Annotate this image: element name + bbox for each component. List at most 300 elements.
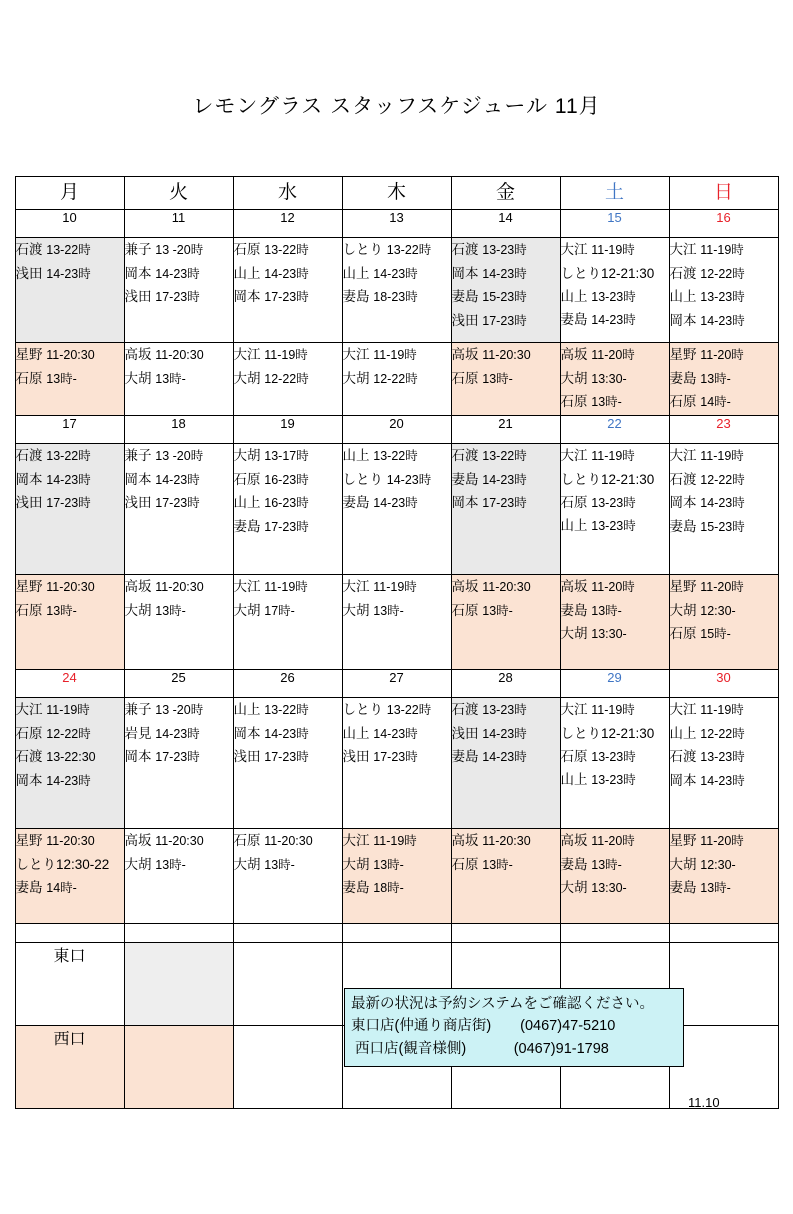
weekday-header-tue: 火 bbox=[124, 177, 233, 210]
shift-cell bbox=[451, 343, 560, 416]
shift-line bbox=[561, 622, 669, 646]
shift-line bbox=[670, 262, 778, 286]
date-cell: 15 bbox=[560, 210, 669, 238]
shift-time: 13時- bbox=[482, 857, 513, 872]
staff-name: 星野 bbox=[669, 347, 701, 362]
shift-time: 13時- bbox=[373, 603, 404, 618]
shift-line bbox=[125, 367, 233, 391]
shift-time: 14時- bbox=[700, 395, 731, 409]
shift-time: 11-20時 bbox=[591, 348, 635, 362]
shift-cell bbox=[342, 829, 451, 924]
staff-name: 大江 bbox=[342, 579, 374, 594]
date-row-week3 bbox=[15, 670, 778, 698]
shift-time: 11-20:30 bbox=[482, 834, 531, 848]
shift-line bbox=[452, 238, 560, 262]
shift-time: 17-23時 bbox=[155, 290, 200, 304]
shift-line bbox=[343, 722, 451, 746]
staff-name: 星野 bbox=[669, 579, 701, 594]
shift-cell bbox=[669, 343, 778, 416]
staff-name: 大江 bbox=[15, 702, 47, 717]
shift-time: 17-23時 bbox=[482, 496, 527, 510]
shift-line bbox=[452, 575, 560, 599]
shift-line bbox=[16, 769, 124, 793]
shift-line bbox=[234, 745, 342, 769]
shift-line bbox=[452, 698, 560, 722]
shift-time: 14-23時 bbox=[482, 266, 527, 281]
shift-line bbox=[343, 698, 451, 722]
shift-line bbox=[125, 698, 233, 722]
shift-row-week1-top bbox=[15, 238, 778, 343]
shift-line bbox=[561, 308, 669, 332]
shift-time: 17-23時 bbox=[482, 313, 527, 328]
shift-line bbox=[452, 343, 560, 367]
footer-label-west: 西口 bbox=[15, 1026, 124, 1109]
date-cell: 16 bbox=[669, 210, 778, 238]
staff-name: 高坂 bbox=[451, 347, 483, 362]
staff-name: 山上 bbox=[560, 288, 592, 304]
shift-time: 13:30- bbox=[591, 881, 627, 895]
shift-time: 11-19時 bbox=[373, 834, 417, 848]
shift-line bbox=[452, 262, 560, 286]
shift-time: 13-22時 bbox=[264, 703, 309, 717]
shift-line bbox=[561, 768, 669, 792]
shift-cell bbox=[233, 444, 342, 575]
shift-time: 14-23時 bbox=[46, 472, 91, 487]
shift-line bbox=[452, 468, 560, 492]
staff-name: 石渡 bbox=[15, 242, 47, 257]
shift-time: 13-23時 bbox=[591, 495, 636, 510]
staff-name: 岡本 bbox=[124, 265, 156, 281]
shift-time: 14-23時 bbox=[482, 472, 527, 487]
shift-line bbox=[452, 491, 560, 515]
staff-name: 妻島 bbox=[342, 289, 374, 304]
staff-name: 山上 bbox=[560, 772, 592, 788]
staff-name: 高坂 bbox=[560, 347, 592, 362]
shift-cell bbox=[342, 238, 451, 343]
shift-cell bbox=[233, 238, 342, 343]
shift-time: 11-19時 bbox=[700, 243, 744, 257]
staff-name: 岡本 bbox=[451, 495, 483, 510]
staff-name: 石原 bbox=[233, 833, 265, 848]
shift-time: 14-23時 bbox=[373, 266, 418, 281]
shift-line bbox=[670, 468, 778, 492]
staff-name: 岡本 bbox=[669, 772, 701, 788]
shift-line bbox=[670, 491, 778, 515]
shift-cell bbox=[15, 829, 124, 924]
shift-line bbox=[452, 367, 560, 391]
staff-name: 高坂 bbox=[124, 579, 156, 594]
shift-time: 13:30- bbox=[591, 627, 627, 641]
shift-time: 14-23時 bbox=[373, 726, 418, 741]
shift-line bbox=[452, 444, 560, 468]
staff-name: 浅田 bbox=[451, 725, 483, 741]
shift-cell bbox=[124, 575, 233, 670]
shift-line: しとり12-21:30 bbox=[560, 265, 655, 281]
footer-cell bbox=[669, 943, 778, 1026]
staff-name: 山上 bbox=[342, 448, 374, 463]
spacer-cell bbox=[124, 924, 233, 943]
shift-cell bbox=[451, 444, 560, 575]
shift-cell bbox=[15, 698, 124, 829]
shift-time: 14-23時 bbox=[46, 773, 91, 788]
staff-name: 大胡 bbox=[233, 856, 265, 872]
shift-time: 13-22時 bbox=[46, 243, 91, 257]
shift-line bbox=[234, 468, 342, 492]
shift-line bbox=[452, 722, 560, 746]
shift-cell bbox=[560, 343, 669, 416]
shift-line bbox=[452, 599, 560, 623]
shift-line bbox=[125, 491, 233, 515]
staff-name: 石原 bbox=[669, 394, 701, 409]
shift-line bbox=[343, 285, 451, 309]
shift-time: 12-22時 bbox=[373, 371, 418, 386]
date-cell: 13 bbox=[342, 210, 451, 238]
shift-cell bbox=[451, 238, 560, 343]
shift-time: 13-17時 bbox=[264, 449, 309, 463]
staff-name: 山上 bbox=[233, 265, 265, 281]
shift-time: 14-23時 bbox=[591, 313, 636, 328]
staff-name: 岡本 bbox=[124, 471, 156, 487]
staff-name: 石渡 bbox=[669, 471, 701, 487]
staff-name: 石原 bbox=[451, 602, 483, 618]
shift-line bbox=[561, 390, 669, 414]
staff-name: 高坂 bbox=[560, 833, 592, 848]
shift-cell bbox=[124, 343, 233, 416]
staff-name: 高坂 bbox=[124, 347, 156, 362]
staff-name: 妻島 bbox=[669, 518, 701, 534]
shift-time: 14-23時 bbox=[155, 266, 200, 281]
shift-time: 13 -20時 bbox=[155, 703, 204, 717]
shift-time: 13時- bbox=[482, 603, 513, 618]
shift-line bbox=[561, 238, 669, 262]
shift-time: 11-19時 bbox=[591, 449, 635, 463]
shift-time: 13時- bbox=[46, 603, 77, 618]
shift-line bbox=[561, 491, 669, 515]
notice-line-3: 西口店(観音様側) (0467)91-1798 bbox=[351, 1040, 609, 1057]
staff-name: 大胡 bbox=[233, 370, 265, 386]
shift-time: 11-19時 bbox=[373, 580, 417, 594]
shift-line bbox=[452, 829, 560, 853]
staff-name: 山上 bbox=[669, 289, 701, 304]
date-cell: 30 bbox=[669, 670, 778, 698]
shift-time: 14-23時 bbox=[482, 726, 527, 741]
shift-time: 13時- bbox=[46, 371, 77, 386]
shift-time: 13時- bbox=[155, 603, 186, 618]
notice-line-1: 最新の状況は予約システムをご確認ください。 bbox=[351, 996, 655, 1012]
staff-name: 妻島 bbox=[451, 289, 483, 304]
shift-time: 16-23時 bbox=[264, 496, 309, 510]
shift-line bbox=[343, 343, 451, 367]
shift-time: 14-23時 bbox=[700, 313, 745, 328]
staff-name: 妻島 bbox=[451, 749, 483, 764]
shift-line bbox=[561, 575, 669, 599]
staff-name: 浅田 bbox=[15, 265, 47, 281]
staff-name: 大江 bbox=[342, 347, 374, 362]
weekday-header-sat: 土 bbox=[560, 177, 669, 210]
shift-line bbox=[234, 829, 342, 853]
shift-line bbox=[16, 698, 124, 722]
shift-time: 15-23時 bbox=[482, 290, 527, 304]
shift-line bbox=[234, 515, 342, 539]
staff-name: 大江 bbox=[233, 347, 265, 362]
shift-line bbox=[561, 367, 669, 391]
staff-name: 大江 bbox=[560, 702, 592, 717]
shift-time: 11-20:30 bbox=[155, 580, 204, 594]
shift-row-week2-top bbox=[15, 444, 778, 575]
shift-line bbox=[670, 238, 778, 262]
shift-line bbox=[343, 491, 451, 515]
shift-line bbox=[125, 285, 233, 309]
shift-line bbox=[125, 829, 233, 853]
shift-time: 12-22時 bbox=[46, 726, 91, 741]
shift-line bbox=[561, 853, 669, 877]
shift-time: 13時- bbox=[155, 371, 186, 386]
shift-cell bbox=[124, 829, 233, 924]
staff-name: 高坂 bbox=[124, 833, 156, 848]
shift-cell bbox=[342, 575, 451, 670]
date-cell: 12 bbox=[233, 210, 342, 238]
shift-time: 13時- bbox=[700, 881, 731, 895]
staff-name: 岡本 bbox=[233, 725, 265, 741]
shift-time: 18-23時 bbox=[373, 290, 418, 304]
date-cell: 28 bbox=[451, 670, 560, 698]
shift-line bbox=[343, 262, 451, 286]
spacer-cell bbox=[669, 924, 778, 943]
staff-name: 浅田 bbox=[342, 749, 374, 764]
shift-line bbox=[452, 853, 560, 877]
page-title: レモングラス スタッフスケジュール 11月 bbox=[192, 95, 601, 118]
footer-cell bbox=[233, 943, 342, 1026]
staff-name: 山上 bbox=[342, 725, 374, 741]
shift-line bbox=[561, 876, 669, 900]
shift-cell bbox=[233, 698, 342, 829]
shift-line bbox=[16, 262, 124, 286]
staff-name: 大江 bbox=[669, 702, 701, 717]
staff-name: 妻島 bbox=[560, 312, 592, 328]
shift-time: 11-20:30 bbox=[264, 834, 313, 848]
spacer-cell bbox=[233, 924, 342, 943]
shift-line bbox=[670, 622, 778, 646]
staff-name: 星野 bbox=[15, 347, 47, 362]
shift-line bbox=[125, 468, 233, 492]
staff-name: 妻島 bbox=[15, 879, 47, 895]
notice-line-2: 東口店(仲通り商店街) (0467)47-5210 bbox=[351, 1018, 616, 1035]
weekday-header-wed: 水 bbox=[233, 177, 342, 210]
shift-line bbox=[16, 491, 124, 515]
shift-time: 17-23時 bbox=[46, 496, 91, 510]
shift-line bbox=[16, 367, 124, 391]
shift-line bbox=[670, 515, 778, 539]
shift-time: 13-23時 bbox=[591, 519, 636, 534]
shift-time: 12-22時 bbox=[700, 726, 745, 741]
staff-name: 大江 bbox=[560, 448, 592, 463]
shift-time: 11-20:30 bbox=[482, 348, 531, 362]
staff-name: しとり bbox=[342, 471, 387, 487]
shift-cell bbox=[342, 698, 451, 829]
revision-stamp: 11.10 bbox=[688, 1095, 720, 1110]
shift-cell bbox=[15, 575, 124, 670]
staff-name: 大胡 bbox=[560, 880, 592, 895]
shift-time: 11-20:30 bbox=[46, 580, 95, 594]
shift-line bbox=[16, 444, 124, 468]
date-cell: 11 bbox=[124, 210, 233, 238]
staff-name: 星野 bbox=[15, 579, 47, 594]
staff-name: 兼子 bbox=[124, 702, 156, 717]
shift-time: 11-20時 bbox=[700, 348, 744, 362]
staff-name: 妻島 bbox=[233, 518, 265, 534]
staff-name: 大胡 bbox=[560, 626, 592, 641]
shift-line bbox=[234, 722, 342, 746]
staff-name: 大胡 bbox=[342, 370, 374, 386]
shift-time: 13-23時 bbox=[700, 750, 745, 764]
shift-line: しとり12-21:30 bbox=[560, 471, 655, 487]
shift-cell bbox=[233, 829, 342, 924]
shift-line bbox=[234, 491, 342, 515]
shift-time: 17時- bbox=[264, 603, 295, 618]
shift-cell bbox=[560, 444, 669, 575]
shift-line bbox=[670, 390, 778, 414]
weekday-header-thu: 木 bbox=[342, 177, 451, 210]
date-cell: 21 bbox=[451, 416, 560, 444]
shift-line bbox=[670, 309, 778, 333]
shift-cell bbox=[342, 343, 451, 416]
shift-line bbox=[670, 575, 778, 599]
staff-name: 妻島 bbox=[669, 370, 701, 386]
staff-name: 星野 bbox=[15, 833, 47, 848]
shift-time: 11-20:30 bbox=[46, 834, 95, 848]
shift-line bbox=[670, 599, 778, 623]
shift-line bbox=[452, 285, 560, 309]
staff-name: 石渡 bbox=[669, 265, 701, 281]
date-cell: 14 bbox=[451, 210, 560, 238]
shift-time: 14-23時 bbox=[264, 726, 309, 741]
shift-row-week3-bottom bbox=[15, 829, 778, 924]
shift-line bbox=[343, 853, 451, 877]
shift-time: 14-23時 bbox=[700, 496, 745, 510]
staff-name: 大江 bbox=[560, 242, 592, 257]
shift-time: 13:30- bbox=[591, 371, 627, 386]
shift-time: 12-22時 bbox=[264, 371, 309, 386]
shift-time: 13-23時 bbox=[700, 290, 745, 304]
shift-time: 13-22時 bbox=[373, 449, 418, 463]
shift-time: 13-22時 bbox=[46, 449, 91, 463]
shift-line bbox=[234, 262, 342, 286]
shift-line bbox=[343, 829, 451, 853]
staff-name: 岡本 bbox=[451, 265, 483, 281]
shift-line bbox=[125, 444, 233, 468]
date-cell: 10 bbox=[15, 210, 124, 238]
shift-time: 13時- bbox=[264, 857, 295, 872]
shift-cell bbox=[451, 829, 560, 924]
staff-name: 石原 bbox=[669, 626, 701, 641]
shift-line bbox=[125, 262, 233, 286]
staff-name: 妻島 bbox=[560, 602, 592, 618]
staff-name: 大胡 bbox=[342, 602, 374, 618]
weekday-header-sun: 日 bbox=[669, 177, 778, 210]
shift-time: 11-19時 bbox=[373, 348, 417, 362]
staff-name: 岡本 bbox=[669, 312, 701, 328]
staff-name: 岡本 bbox=[15, 471, 47, 487]
shift-line bbox=[16, 343, 124, 367]
spacer-cell bbox=[15, 924, 124, 943]
spacer-cell bbox=[451, 924, 560, 943]
shift-line bbox=[343, 367, 451, 391]
shift-line bbox=[670, 829, 778, 853]
shift-time: 13-23時 bbox=[591, 289, 636, 304]
shift-time: 11-20時 bbox=[591, 834, 635, 848]
shift-time: 12-22時 bbox=[700, 266, 745, 281]
shift-time: 11-19時 bbox=[591, 703, 635, 717]
shift-time: 13時- bbox=[700, 371, 731, 386]
shift-time: 11-19時 bbox=[700, 449, 744, 463]
shift-line bbox=[561, 698, 669, 722]
date-cell: 26 bbox=[233, 670, 342, 698]
staff-name: 石原 bbox=[15, 725, 47, 741]
staff-name: 大胡 bbox=[233, 448, 265, 463]
staff-name: しとり bbox=[342, 702, 387, 717]
shift-time: 11-19時 bbox=[591, 243, 635, 257]
shift-line bbox=[234, 444, 342, 468]
shift-time: 17-23時 bbox=[155, 496, 200, 510]
spacer-row bbox=[15, 924, 778, 943]
staff-name: 大胡 bbox=[124, 370, 156, 386]
shift-time: 18時- bbox=[373, 881, 404, 895]
shift-time: 15-23時 bbox=[700, 519, 745, 534]
shift-cell bbox=[669, 444, 778, 575]
shift-time: 15時- bbox=[700, 627, 731, 641]
shift-line: しとり12-21:30 bbox=[560, 725, 655, 741]
shift-line bbox=[343, 599, 451, 623]
shift-line bbox=[343, 444, 451, 468]
date-cell: 24 bbox=[15, 670, 124, 698]
shift-time: 11-20:30 bbox=[46, 348, 95, 362]
shift-time: 13時- bbox=[591, 395, 622, 409]
staff-name: 石原 bbox=[451, 370, 483, 386]
shift-line bbox=[561, 444, 669, 468]
date-cell: 19 bbox=[233, 416, 342, 444]
shift-line bbox=[125, 343, 233, 367]
staff-name: 浅田 bbox=[15, 495, 47, 510]
shift-time: 13-23時 bbox=[591, 773, 636, 788]
shift-time: 13時- bbox=[482, 371, 513, 386]
shift-line bbox=[125, 575, 233, 599]
shift-line bbox=[670, 876, 778, 900]
staff-name: 大胡 bbox=[669, 856, 701, 872]
shift-time: 14-23時 bbox=[386, 472, 432, 487]
shift-time: 17-23時 bbox=[373, 750, 418, 764]
shift-time: 11-20時 bbox=[591, 580, 635, 594]
shift-time: 12:30- bbox=[700, 857, 736, 872]
shift-line bbox=[343, 575, 451, 599]
shift-time: 13-23時 bbox=[591, 749, 636, 764]
shift-line bbox=[561, 343, 669, 367]
staff-name: 石渡 bbox=[451, 702, 483, 717]
staff-name: 石渡 bbox=[451, 448, 483, 463]
shift-cell bbox=[124, 238, 233, 343]
shift-line bbox=[234, 238, 342, 262]
shift-line bbox=[670, 698, 778, 722]
shift-line bbox=[452, 309, 560, 333]
date-cell: 18 bbox=[124, 416, 233, 444]
shift-time: 14-23時 bbox=[373, 496, 418, 510]
staff-name: 兼子 bbox=[124, 242, 156, 257]
shift-line bbox=[561, 599, 669, 623]
shift-time: 17-23時 bbox=[264, 290, 309, 304]
shift-line bbox=[16, 745, 124, 769]
staff-name: 浅田 bbox=[451, 312, 483, 328]
staff-name: 高坂 bbox=[451, 579, 483, 594]
date-cell: 27 bbox=[342, 670, 451, 698]
